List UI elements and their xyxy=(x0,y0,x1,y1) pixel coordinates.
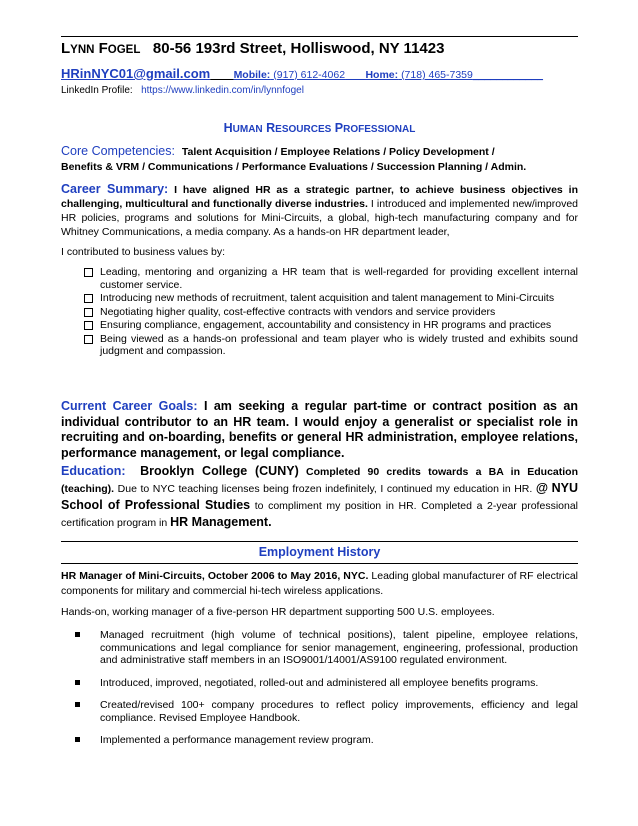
checkbox-bullet-icon xyxy=(84,335,93,344)
career-goals xyxy=(61,399,578,461)
core-label: Core Competencies: xyxy=(61,144,175,158)
square-bullet-icon xyxy=(75,680,80,685)
page-title: HUMAN RESOURCES PROFESSIONAL xyxy=(223,121,416,135)
employment-bullet-list xyxy=(61,629,578,747)
list-item: Introduced, improved, negotiated, rolled-out and administered all employee benefits programs. xyxy=(61,677,578,690)
education-label: Education: xyxy=(61,464,126,478)
employment-section xyxy=(61,569,578,757)
hr-management: HR Management. xyxy=(170,515,272,529)
list-item: Leading, mentoring and organizing a HR team that is well-regarded for providing excellent internal customer service. xyxy=(61,266,578,291)
linkedin-line xyxy=(61,84,578,97)
email-link[interactable]: HRinNYC01@gmail.com xyxy=(61,66,211,81)
name-address-line xyxy=(61,40,578,59)
home-value: (718) 465-7359 xyxy=(401,69,473,81)
education-text-2: to compliment my position in HR. Completed a 2-year professional certification program in xyxy=(61,500,578,529)
college-name: Brooklyn College (CUNY) xyxy=(140,464,299,478)
checkbox-bullet-icon xyxy=(84,308,93,317)
linkedin-link[interactable]: https://www.linkedin.com/in/lynnfogel xyxy=(141,85,304,96)
education-text-1: Due to NYC teaching licenses being frozen indefinitely, I continued my education in HR. xyxy=(117,483,533,495)
home-label: Home: xyxy=(365,69,399,81)
list-item: Negotiating higher quality, cost-effective contracts with vendors and service providers xyxy=(61,306,578,319)
goals-label: Current Career Goals: xyxy=(61,399,198,413)
summary-bold-text: I have aligned HR as a strategic partner, to achieve business objectives in challenging, multicultural and functionally diverse industries. xyxy=(61,184,578,210)
address: 80-56 193rd Street, Holliswood, NY 11423 xyxy=(152,40,445,57)
employment-rule-bottom xyxy=(61,563,578,564)
top-rule xyxy=(61,36,578,37)
list-item: Being viewed as a hands-on professional and team player who is widely trusted and exhibits sound judgment and compassion. xyxy=(61,333,578,358)
list-item: Introducing new methods of recruitment, talent acquisition and talent management to Mini-Circuits xyxy=(61,292,578,305)
summary-text: I introduced and implemented new/improved HR policies, programs and solutions for Mini-Circuits, a global, high-tech manufacturing company and for Whitney Communications, a media company. As a hands-on HR department leader, xyxy=(61,198,578,238)
square-bullet-icon xyxy=(75,737,80,742)
goals-text: I am seeking a regular part-time or contract position as an individual contributor to an HR team. I would enjoy a generalist or specialist role in recruiting and on-boarding, benefits or general HR administration, employee relations, performance management, or legal compliance. xyxy=(61,399,578,460)
education: Education: Brooklyn College (CUNY) Completed 90 credits towards a BA in Education (teaching). Due to NYC teaching licenses being frozen indefinitely, I continued my education in HR. @ NYU School of Professional Studies to compliment my position in HR. Completed a 2-year professional certification program in HR Management. xyxy=(61,464,579,529)
employment-rule-top xyxy=(61,541,578,542)
checkbox-bullet-icon xyxy=(84,294,93,303)
applicant-name: LYNN FOGEL xyxy=(61,40,141,57)
nyu-name: NYU School of Professional Studies xyxy=(61,481,579,512)
list-item: Implemented a performance management review program. xyxy=(61,734,578,747)
career-summary xyxy=(61,182,578,359)
contrib-line: I contributed to business values by: xyxy=(61,246,226,258)
list-item: Created/revised 100+ company procedures to reflect policy improvements, efficiency and legal compliance. Revised Employee Handbook. xyxy=(61,699,578,724)
checkbox-bullet-icon xyxy=(84,321,93,330)
checkbox-bullet-icon xyxy=(84,268,93,277)
linkedin-label: LinkedIn Profile: xyxy=(61,85,133,96)
mobile-label: Mobile: xyxy=(233,69,271,81)
job-title: HR Manager of Mini-Circuits, October 2006 to May 2016, NYC. xyxy=(61,570,369,582)
job-description: Leading global manufacturer of RF electrical components for military and commercial hi-tech wireless applications. xyxy=(61,570,579,597)
handson-line: Hands-on, working manager of a five-person HR department supporting 500 U.S. employees. xyxy=(61,606,495,618)
list-item: Ensuring compliance, engagement, accountability and consistency in HR programs and practices xyxy=(61,319,578,332)
core-line-2: Benefits & VRM / Communications / Performance Evaluations / Succession Planning / Admin. xyxy=(61,161,527,173)
core-competencies xyxy=(61,143,578,175)
square-bullet-icon xyxy=(75,702,80,707)
contact-line: HRinNYC01@gmail.com Mobile: (917) 612-4062 Home: (718) 465-7359____________ xyxy=(61,66,543,81)
employment-heading: Employment History xyxy=(258,545,381,559)
core-line-1: Talent Acquisition / Employee Relations / Policy Development / xyxy=(181,146,495,158)
mobile-value: (917) 612-4062 xyxy=(273,69,346,81)
summary-label: Career Summary: xyxy=(61,182,169,196)
square-bullet-icon xyxy=(75,632,80,637)
completed-credits: Completed 90 credits towards a BA in Education (teaching). xyxy=(61,466,579,495)
summary-bullet-list xyxy=(61,266,578,358)
list-item: Managed recruitment (high volume of technical positions), talent pipeline, employee relations, communications and legal compliance for senior management, engineering, professional, production and administrative staff members in an ISO9001/14001/AS9100 regulated environment. xyxy=(61,629,578,667)
